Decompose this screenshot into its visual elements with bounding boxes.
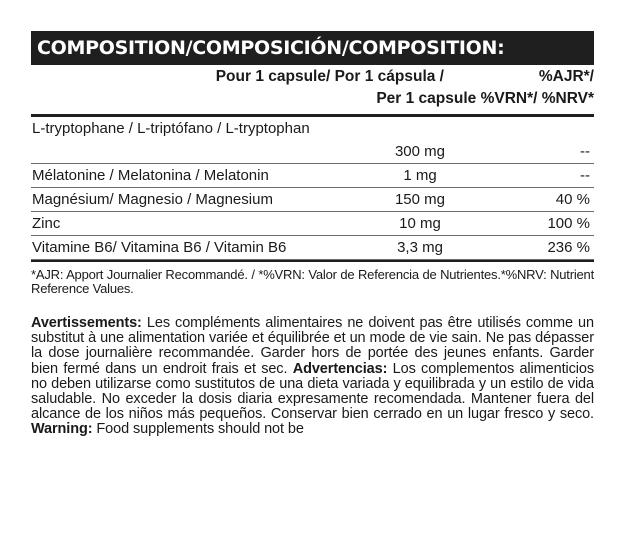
ingredient-quantity: 150 mg (394, 191, 446, 208)
table-row (31, 164, 594, 188)
amount-header-line-2: Per 1 capsule (376, 90, 477, 107)
ref-header-line-1: %AJR*/ (538, 68, 594, 85)
composition-banner (31, 31, 594, 65)
warning-heading-es: Advertencias: (292, 360, 388, 377)
amount-header-line-1: Pour 1 capsule/ Por 1 cápsula / (215, 68, 444, 85)
banner-title: COMPOSITION/COMPOSICIÓN/COMPOSITION: (37, 37, 505, 59)
ingredient-name: L-tryptophane / L-triptófano / L-tryptophan (32, 120, 310, 137)
warning-heading-fr: Avertissements: (31, 315, 142, 331)
header-line-2 (376, 90, 594, 108)
ingredient-name: Zinc (32, 215, 61, 232)
ingredient-name: Mélatonine / Melatonina / Melatonin (32, 167, 269, 184)
table-row (31, 117, 594, 164)
table-header (31, 65, 594, 117)
composition-table (31, 117, 594, 262)
warning-text-es: Los complementos alimenticios no deben utilizarse como sustitutos de una dieta variada y equilibrada y un estilo de vida saludable. No exceder la dosis diaria expresamente recomendada. Mantener fuera del alcance de los niños más pequeños. Conservar bien cerrado en un lugar fresco y seco. (31, 360, 595, 423)
ingredient-reference-percent: 236 % (547, 239, 590, 256)
warning-text-fr: Les compléments alimentaires ne doivent pas être utilisés comme un substitut à une alimentation variée et équilibrée et un mode de vie sain. Ne pas dépasser la dose journalière recommandée. Garder hors de portée des jeunes enfants. Garder bien fermé dans un endroit frais et sec. (31, 315, 594, 377)
warning-heading-en: Warning: (31, 421, 93, 438)
ingredient-quantity: 300 mg (394, 143, 446, 160)
ingredient-quantity: 10 mg (399, 215, 441, 232)
warning-text-en: Food supplements should not be (92, 421, 304, 438)
table-row (31, 188, 594, 212)
ingredient-reference-percent: 100 % (547, 215, 590, 232)
header-line-1 (215, 68, 594, 86)
ingredient-quantity: 1 mg (403, 167, 437, 184)
ingredient-reference-percent: 40 % (555, 191, 590, 208)
ingredient-name: Magnésium/ Magnesio / Magnesium (32, 191, 273, 208)
nutrition-label (31, 31, 594, 438)
table-row (31, 236, 594, 260)
footnote: *AJR: Apport Journalier Recommandé. / *%VRN: Valor de Referencia de Nutrientes.*%NRV: Nutrient Reference Values. (31, 267, 594, 296)
ingredient-quantity: 3,3 mg (397, 239, 443, 256)
table-row (31, 212, 594, 236)
ingredient-reference-percent: -- (580, 143, 590, 160)
ingredient-reference-percent: -- (580, 167, 590, 184)
ref-header-line-2: %VRN*/ %NRV* (480, 90, 594, 107)
ingredient-name: Vitamine B6/ Vitamina B6 / Vitamin B6 (32, 239, 287, 256)
warnings-text (31, 316, 594, 438)
